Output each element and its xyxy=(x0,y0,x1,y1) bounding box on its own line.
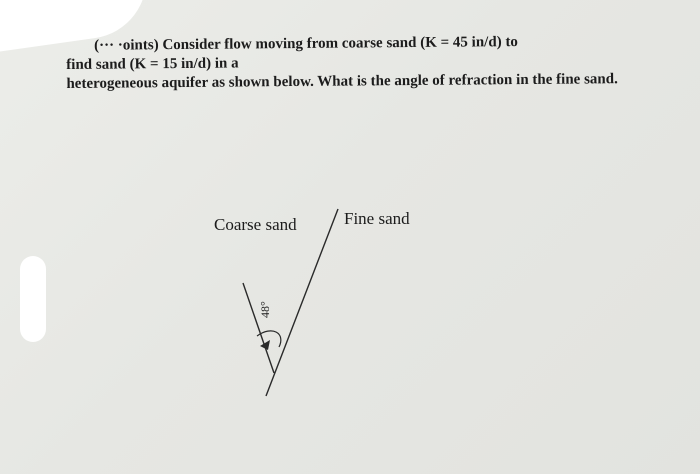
question-line-3: heterogeneous aquifer as shown below. What is the angle of refraction in the fine sand. xyxy=(66,71,618,92)
question-line-1: (··· ·oints) Consider flow moving from coarse sand (K = 45 in/d) to xyxy=(94,34,518,54)
question-line-2: find sand (K = 15 in/d) in a xyxy=(66,55,239,73)
material-boundary-line xyxy=(266,209,338,396)
fine-sand-label: Fine sand xyxy=(344,209,410,228)
incident-flow-line xyxy=(243,283,274,373)
coarse-sand-label: Coarse sand xyxy=(214,215,297,234)
angle-arrowhead xyxy=(260,340,270,350)
incident-angle-label: 48° xyxy=(258,301,272,318)
